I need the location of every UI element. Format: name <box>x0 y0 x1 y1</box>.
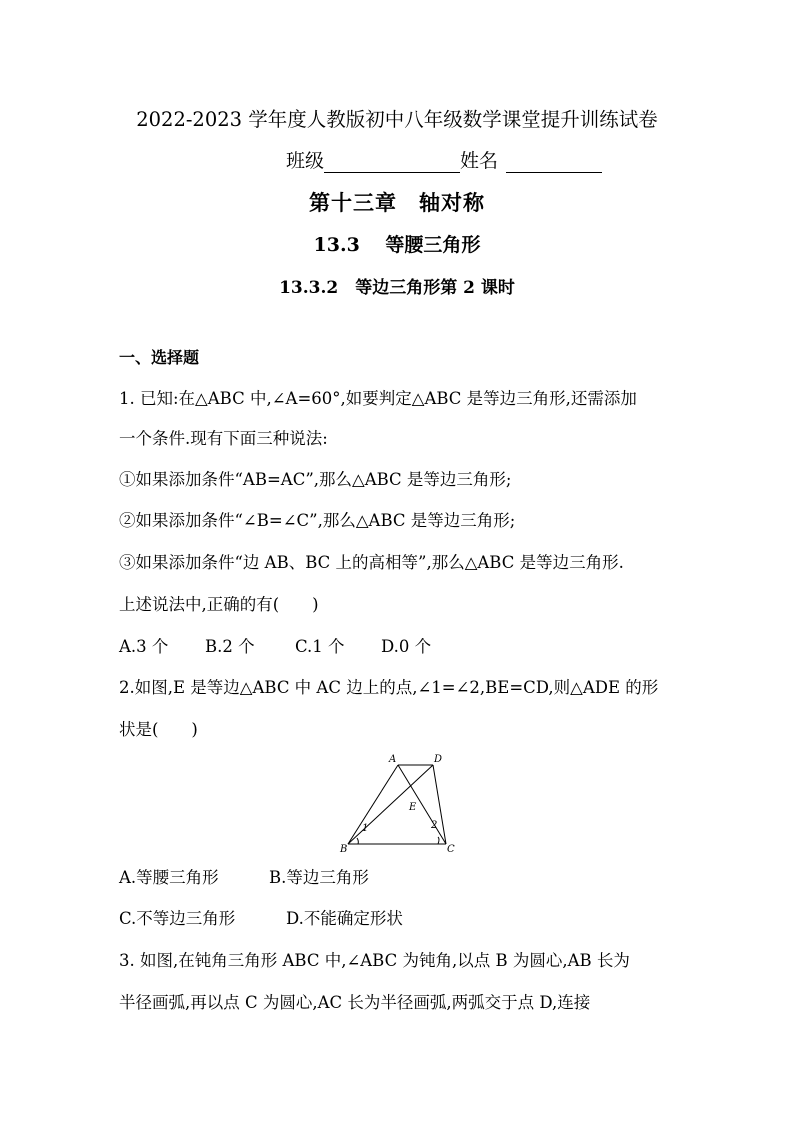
q2-line-1: 2.如图,E 是等边△ABC 中 AC 边上的点,∠1=∠2,BE=CD,则△ADE 的形 <box>119 678 659 697</box>
name-label: 姓名 <box>460 150 499 172</box>
label-angle-1: 1 <box>362 823 369 834</box>
q1-line-2: 一个条件.现有下面三种说法: <box>119 429 328 448</box>
q3-line-1: 3. 如图,在钝角三角形 ABC 中,∠ABC 为钝角,以点 B 为圆心,AB 长为 <box>119 951 630 970</box>
q2-figure <box>334 748 464 856</box>
q2-option-b[interactable]: B.等边三角形 <box>269 868 369 887</box>
label-e: E <box>409 802 417 813</box>
q1-options <box>119 636 431 658</box>
q1-option-b[interactable]: B.2 个 <box>205 637 255 656</box>
label-d: D <box>434 754 443 765</box>
q2-line-2: 状是( ) <box>119 720 198 739</box>
q1-option-c[interactable]: C.1 个 <box>295 637 345 656</box>
segment-ac <box>398 765 446 844</box>
q1-statement-1: ①如果添加条件“AB=AC”,那么△ABC 是等边三角形; <box>119 470 512 489</box>
segment-dc <box>433 765 446 844</box>
q2-option-d[interactable]: D.不能确定形状 <box>286 909 403 928</box>
label-c: C <box>447 844 455 855</box>
q1-option-a[interactable]: A.3 个 <box>119 637 169 656</box>
label-a: A <box>389 754 397 765</box>
class-blank[interactable] <box>324 152 460 173</box>
angle-2-arc <box>438 837 439 844</box>
q1-option-d[interactable]: D.0 个 <box>381 637 432 656</box>
q1-line-1: 1. 已知:在△ABC 中,∠A=60°,如要判定△ABC 是等边三角形,还需添加 <box>119 389 637 408</box>
label-angle-2: 2 <box>431 820 438 831</box>
label-b: B <box>340 844 348 855</box>
class-name-line <box>286 146 602 173</box>
section-title: 13.3 等腰三角形 <box>313 234 481 256</box>
lesson-title: 13.3.2 等边三角形第 2 课时 <box>279 278 515 298</box>
chapter-title: 第十三章 轴对称 <box>309 190 485 215</box>
q1-statement-2: ②如果添加条件“∠B=∠C”,那么△ABC 是等边三角形; <box>119 511 516 530</box>
q1-prompt: 上述说法中,正确的有( ) <box>119 595 319 614</box>
q3-line-2: 半径画弧,再以点 C 为圆心,AC 长为半径画弧,两弧交于点 D,连接 <box>119 993 591 1012</box>
q2-option-c[interactable]: C.不等边三角形 <box>119 909 236 928</box>
exam-title: 2022-2023 学年度人教版初中八年级数学课堂提升训练试卷 <box>136 108 658 131</box>
q2-options-row-1 <box>119 867 369 889</box>
angle-1-arc <box>357 838 358 844</box>
class-label: 班级 <box>286 150 325 172</box>
q1-statement-3: ③如果添加条件“边 AB、BC 上的高相等”,那么△ABC 是等边三角形. <box>119 553 624 572</box>
name-blank[interactable] <box>506 152 602 173</box>
q2-option-a[interactable]: A.等腰三角形 <box>119 868 219 887</box>
part-heading: 一、选择题 <box>119 348 200 367</box>
q2-options-row-2 <box>119 908 403 930</box>
